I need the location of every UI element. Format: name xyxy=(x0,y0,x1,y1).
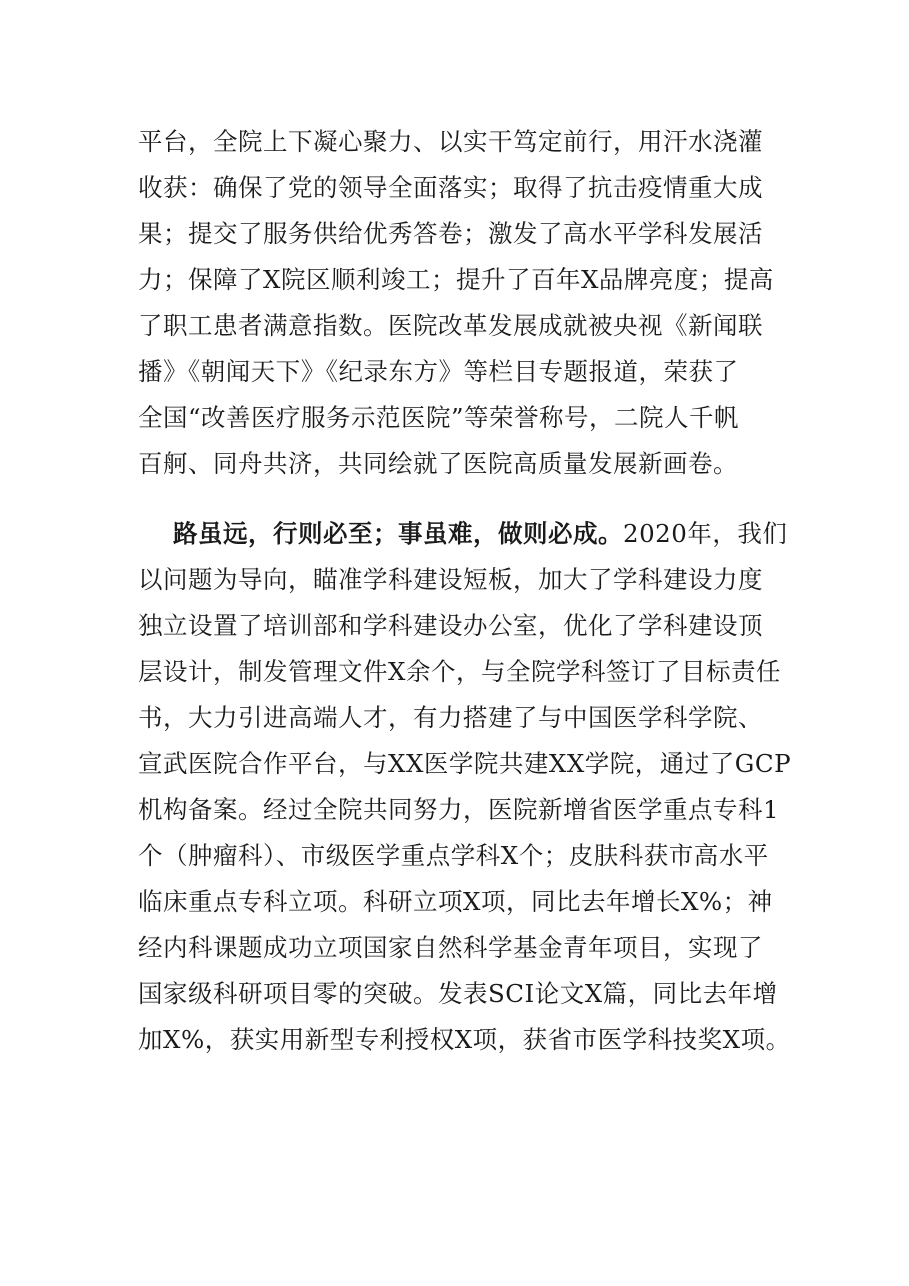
paragraph-1-line-8: 百舸、同舟共济，共同绘就了医院高质量发展新画卷。 xyxy=(138,449,738,478)
paragraph-2-line-10: 经内科课题成功立项国家自然科学基金青年项目，实现了 xyxy=(138,933,763,962)
paragraph-1-line-5: 了职工患者满意指数。医院改革发展成就被央视《新闻联 xyxy=(138,311,763,340)
paragraph-1-line-2: 收获：确保了党的领导全面落实；取得了抗击疫情重大成 xyxy=(138,173,763,202)
paragraph-2-line-1 xyxy=(173,518,787,550)
paragraph-1-line-7: 全国“改善医疗服务示范医院”等荣誉称号，二院人千帆 xyxy=(138,403,740,432)
paragraph-2-first-line-rest: 2020年，我们 xyxy=(623,519,788,548)
paragraph-1-line-4: 力；保障了X院区顺利竣工；提升了百年X品牌亮度；提高 xyxy=(138,265,774,294)
paragraph-2-line-9: 临床重点专科立项。科研立项X项，同比去年增长X%；神 xyxy=(138,887,773,916)
paragraph-2-line-5: 书，大力引进高端人才，有力搭建了与中国医学科学院、 xyxy=(138,703,763,732)
paragraph-1-line-3: 果；提交了服务供给优秀答卷；激发了高水平学科发展活 xyxy=(138,219,763,248)
paragraph-2-line-3: 独立设置了培训部和学科建设办公室，优化了学科建设顶 xyxy=(138,611,763,640)
paragraph-2-line-7: 机构备案。经过全院共同努力，医院新增省医学重点专科1 xyxy=(138,795,780,824)
paragraph-2-line-8: 个（肿瘤科）、市级医学重点学科X个；皮肤科获市高水平 xyxy=(138,841,769,870)
paragraph-2-line-4: 层设计，制发管理文件X余个，与全院学科签订了目标责任 xyxy=(138,657,781,686)
paragraph-2-line-12: 加X%，获实用新型专利授权X项，获省市医学科技奖X项。 xyxy=(138,1025,791,1054)
paragraph-1-line-6: 播》《朝闻天下》《纪录东方》等栏目专题报道，荣获了 xyxy=(138,357,739,386)
paragraph-2-line-2: 以问题为导向，瞄准学科建设短板，加大了学科建设力度 xyxy=(138,565,763,594)
paragraph-2-line-6: 宣武医院合作平台，与XX医学院共建XX学院，通过了GCP xyxy=(138,749,792,778)
paragraph-1-line-1: 平台，全院上下凝心聚力、以实干笃定前行，用汗水浇灌 xyxy=(138,127,763,156)
paragraph-2-line-11: 国家级科研项目零的突破。发表SCI论文X篇，同比去年增 xyxy=(138,979,778,1008)
paragraph-2-lead-sentence: 路虽远，行则必至；事虽难，做则必成。 xyxy=(173,519,623,548)
